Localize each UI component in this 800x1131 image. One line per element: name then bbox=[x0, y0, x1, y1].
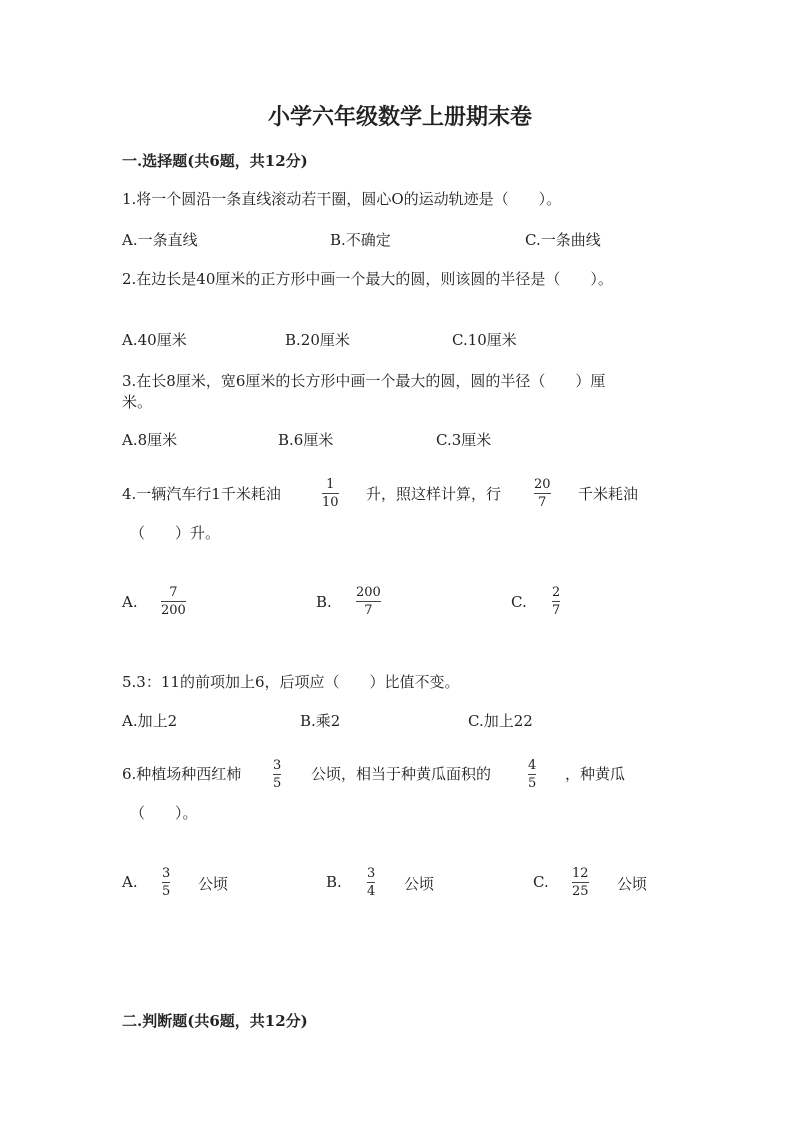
numerator: 20 bbox=[534, 477, 551, 492]
question-5: 5.3：11的前项加上6，后项应（ ）比值不变。 bbox=[122, 673, 460, 691]
q1-option-a: A.一条直线 bbox=[122, 231, 198, 249]
denominator: 7 bbox=[538, 495, 547, 510]
q4-option-a-fraction bbox=[161, 585, 186, 618]
numerator: 4 bbox=[528, 758, 537, 773]
denominator: 25 bbox=[572, 884, 589, 899]
question-2: 2.在边长是40厘米的正方形中画一个最大的圆，则该圆的半径是（ ）。 bbox=[122, 270, 613, 288]
q5-option-c: C.加上22 bbox=[468, 712, 533, 730]
q6-option-b: B. bbox=[326, 873, 342, 891]
q3-option-b: B.6厘米 bbox=[278, 431, 334, 449]
q6-fraction-1 bbox=[273, 758, 281, 791]
question-6-part-1: 6.种植场种西红柿 bbox=[122, 765, 242, 783]
section-heading-choice: 一.选择题(共6题，共12分) bbox=[122, 152, 308, 170]
q6-option-a: A. bbox=[122, 873, 138, 891]
q4-fraction-1 bbox=[322, 477, 339, 510]
numerator: 200 bbox=[356, 585, 381, 600]
question-6-line-2: （ ）。 bbox=[130, 804, 198, 822]
q6-fraction-2 bbox=[528, 758, 536, 791]
numerator: 3 bbox=[367, 866, 376, 881]
q6-option-b-fraction bbox=[367, 866, 375, 899]
denominator: 10 bbox=[322, 495, 339, 510]
question-4-part-2: 升，照这样计算，行 bbox=[366, 485, 502, 503]
q5-option-a: A.加上2 bbox=[122, 712, 178, 730]
q4-option-b: B. bbox=[316, 593, 332, 611]
q4-option-c-fraction bbox=[552, 585, 560, 618]
section-heading-judgement: 二.判断题(共6题，共12分) bbox=[122, 1012, 308, 1030]
q6-option-a-fraction bbox=[162, 866, 170, 899]
question-4-part-1: 4.一辆汽车行1千米耗油 bbox=[122, 485, 281, 503]
q4-option-c: C. bbox=[511, 593, 527, 611]
q2-option-a: A.40厘米 bbox=[122, 331, 187, 349]
q4-option-b-fraction bbox=[356, 585, 381, 618]
question-4-part-3: 千米耗油 bbox=[578, 485, 639, 503]
denominator: 4 bbox=[367, 884, 376, 899]
q3-option-c: C.3厘米 bbox=[436, 431, 492, 449]
numerator: 12 bbox=[572, 866, 589, 881]
q5-option-b: B.乘2 bbox=[300, 712, 341, 730]
denominator: 5 bbox=[273, 776, 282, 791]
q6-option-c: C. bbox=[533, 873, 549, 891]
q6-option-c-unit: 公顷 bbox=[617, 875, 648, 893]
q6-option-a-unit: 公顷 bbox=[198, 875, 229, 893]
numerator: 1 bbox=[326, 477, 335, 492]
numerator: 3 bbox=[273, 758, 282, 773]
denominator: 7 bbox=[364, 603, 373, 618]
question-1: 1.将一个圆沿一条直线滚动若干圈，圆心O的运动轨迹是（ ）。 bbox=[122, 190, 562, 208]
question-3-line-2: 米。 bbox=[122, 393, 153, 411]
numerator: 3 bbox=[162, 866, 171, 881]
q4-option-a: A. bbox=[122, 593, 138, 611]
denominator: 5 bbox=[162, 884, 171, 899]
q2-option-c: C.10厘米 bbox=[452, 331, 517, 349]
denominator: 200 bbox=[161, 603, 186, 618]
q3-option-a: A.8厘米 bbox=[122, 431, 178, 449]
q6-option-b-unit: 公顷 bbox=[404, 875, 435, 893]
question-4-line-2: （ ）升。 bbox=[130, 524, 221, 542]
q1-option-b: B.不确定 bbox=[330, 231, 391, 249]
q2-option-b: B.20厘米 bbox=[285, 331, 350, 349]
denominator: 7 bbox=[552, 603, 561, 618]
q1-option-c: C.一条曲线 bbox=[525, 231, 601, 249]
question-6-part-3: ，种黄瓜 bbox=[565, 765, 626, 783]
page-title: 小学六年级数学上册期末卷 bbox=[267, 104, 532, 130]
question-6-part-2: 公顷，相当于种黄瓜面积的 bbox=[311, 765, 492, 783]
numerator: 2 bbox=[552, 585, 561, 600]
question-3-line-1: 3.在长8厘米，宽6厘米的长方形中画一个最大的圆，圆的半径（ ）厘 bbox=[122, 372, 606, 390]
numerator: 7 bbox=[169, 585, 178, 600]
q6-option-c-fraction bbox=[572, 866, 589, 899]
q4-fraction-2 bbox=[534, 477, 551, 510]
denominator: 5 bbox=[528, 776, 537, 791]
